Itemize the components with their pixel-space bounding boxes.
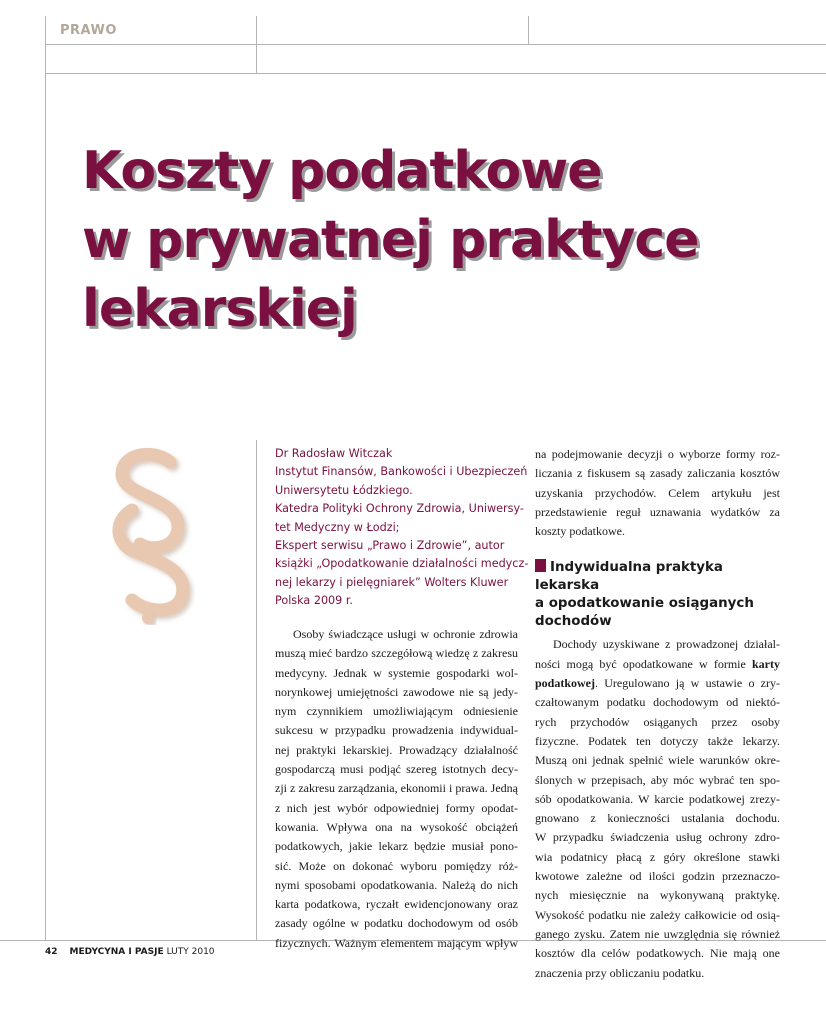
body-line: nymi sposobami opodatkowania. Należą do nich <box>275 877 518 892</box>
subheading-line: dochodów <box>535 614 612 630</box>
column-divider <box>256 440 257 940</box>
body-text: ności mogą być opodatkowane w formie <box>535 656 752 671</box>
body-line: ganego zysku. Zatem nie uwzględnia się również <box>535 926 780 941</box>
author-affiliation: Katedra Polityki Ochrony Zdrowia, Uniwersy- <box>275 502 524 516</box>
body-line: nych miesięcznie na wykonywaną praktykę. <box>535 888 780 903</box>
body-line: na podejmowanie decyzji o wyborze formy roz- <box>535 447 780 461</box>
section-sign-icon <box>92 440 212 625</box>
body-line: nym czynnikiem umożliwiającym odniesienie <box>275 704 518 719</box>
title-line: w prywatnej praktyce <box>82 210 699 270</box>
article-title <box>82 137 699 344</box>
body-column-2 <box>535 445 780 983</box>
body-line: zji z zakresu zarządzania, ekonomii i prawa. Jedną <box>275 781 518 796</box>
body-line: przedstawienie reguł uznawania wydatków za <box>535 504 780 519</box>
body-line: czałtowanym podatku dochodowym od niektó- <box>535 695 780 710</box>
author-affiliation: Instytut Finansów, Bankowości i Ubezpieczeń <box>275 465 528 479</box>
page-footer <box>45 947 215 957</box>
header-rule-h1 <box>45 44 826 45</box>
author-affiliation: Ekspert serwisu „Prawo i Zdrowie”, autor <box>275 539 505 553</box>
title-line: Koszty podatkowe <box>82 141 602 201</box>
magazine-name: MEDYCYNA I PASJE <box>69 947 164 957</box>
body-line: gospodarczą musi podjąć szereg istotnych decy- <box>275 762 518 777</box>
body-line: zasady ogólne w podatku dochodowym od osób <box>275 916 518 931</box>
body-line: rych przychodów osiąganych przez osoby <box>535 714 780 729</box>
body-column-1 <box>275 625 518 953</box>
body-line: norynkowej umiejętności zawodowe nie są jedy- <box>275 684 518 699</box>
body-line: Osoby świadczące usługi w ochronie zdrowia <box>293 627 518 641</box>
author-affiliation: Polska 2009 r. <box>275 594 353 608</box>
subheading-line: a opodatkowanie osiąganych <box>535 596 754 612</box>
body-line: Dochody uzyskiwane z prowadzonej działal- <box>553 637 780 652</box>
header-rule-mid2 <box>528 16 529 44</box>
body-line: kosztów dla celów podatkowych. Nie mają one <box>535 946 780 961</box>
subheading <box>535 559 780 631</box>
body-line: W przypadku świadczenia usług ochrony zdro- <box>535 830 780 845</box>
author-block <box>275 445 529 611</box>
bold-term: karty <box>752 656 780 671</box>
title-line: lekarskiej <box>82 279 357 339</box>
body-line: muszą mieć bardzo szczegółową wiedzę z zakresu <box>275 646 518 661</box>
author-affiliation: książki „Opodatkowanie działalności medycz- <box>275 557 529 571</box>
header-rule-h2 <box>45 73 826 74</box>
body-line: podatkowych, jakie lekarz będzie musiał pono- <box>275 839 518 854</box>
body-line: sób opodatkowania. W karcie podatkowej zrezy- <box>535 791 780 806</box>
body-line: medycyny. Jednak w systemie gospodarki wol- <box>275 665 518 680</box>
author-affiliation: nej lekarzy i pielęgniarek” Wolters Kluwer <box>275 575 509 589</box>
body-line: gnowano z konieczności ustalania dochodu. <box>535 811 780 826</box>
body-line: fizycznych. Ważnym elementem mającym wpływ <box>275 935 518 950</box>
body-line: fizyczne. Podatek ten dotyczy także lekarzy. <box>535 733 780 748</box>
author-affiliation: tet Medyczny w Łodzi; <box>275 520 400 534</box>
body-line <box>535 655 780 674</box>
body-text: . Uregulowano ją w ustawie o zry- <box>595 676 780 691</box>
bold-term: podatkowej <box>535 676 596 691</box>
page-number: 42 <box>45 947 58 957</box>
body-line: kwotowe zależne od ilości godzin przeznaczo- <box>535 869 780 884</box>
body-line: liczania z fiskusem są zasady zaliczania kosztów <box>535 466 780 481</box>
body-line: Wysokość podatku nie zależy całkowicie od osią- <box>535 907 780 922</box>
body-line: sić. Może on dokonać wyboru pomiędzy róż- <box>275 858 518 873</box>
author-affiliation: Uniwersytetu Łódzkiego. <box>275 483 413 497</box>
body-line: koszty podatkowe. <box>535 524 625 539</box>
body-line: sukcesu w przypadku prowadzenia indywidual- <box>275 723 518 738</box>
body-line: uzyskania przychodów. Celem artykułu jest <box>535 485 780 500</box>
issue-date: LUTY 2010 <box>166 947 215 957</box>
body-line: karta podatkowa, ryczałt ewidencjonowany oraz <box>275 897 518 912</box>
body-line: znaczenia przy obliczaniu podatku. <box>535 965 705 980</box>
subheading-square-icon <box>535 559 546 572</box>
body-line <box>535 674 780 693</box>
body-line: nej praktyki lekarskiej. Prowadzący działalność <box>275 742 518 757</box>
author-name: Dr Radosław Witczak <box>275 447 393 460</box>
body-line: z nich jest wybór odpowiedniej formy opodat- <box>275 800 518 815</box>
body-line: wia podatnicy płacą z góry określone stawki <box>535 849 780 864</box>
body-line: kowania. Wpływa ona na wysokość obciążeń <box>275 819 518 834</box>
body-line: ślonych w przepisach, aby móc wybrać ten spo- <box>535 772 780 787</box>
header-rule-left <box>45 16 46 940</box>
subheading-line: Indywidualna praktyka lekarska <box>535 560 723 594</box>
section-label: PRAWO <box>60 23 117 38</box>
body-line: Muszą oni jednak spełnić wiele warunków okre- <box>535 753 780 768</box>
